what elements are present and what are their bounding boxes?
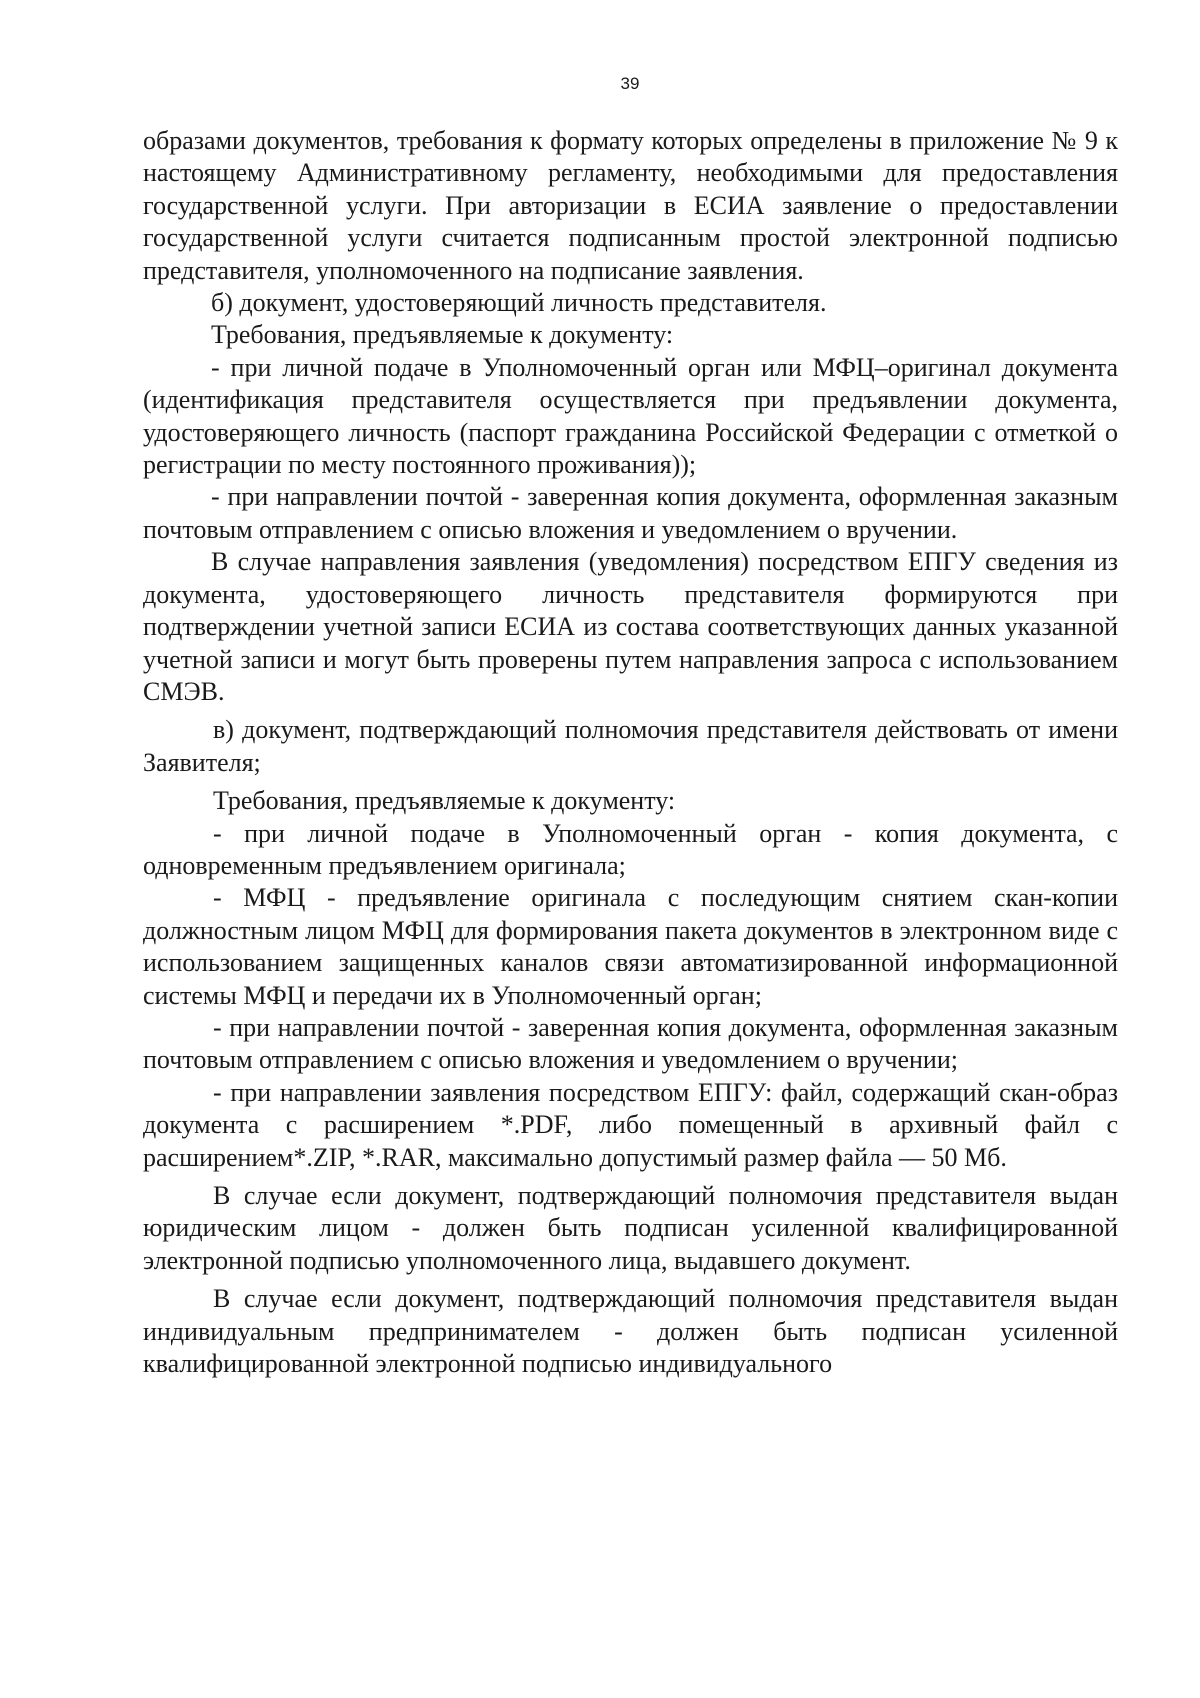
paragraph-continuation: образами документов, требования к формату которых определены в приложение № 9 к настоящему Административному регламенту, необходимыми для предоставления государственной услуги. При авторизации в ЕСИА заявление о предоставлении государственной услуги считается подписанным простой электронной подписью представителя, уполномоченного на подписание заявления.	[143, 126, 1118, 285]
paragraph-epgu-case: В случае направления заявления (уведомления) посредством ЕПГУ сведения из документа, удостоверяющего личность представителя формируются при подтверждении учетной записи ЕСИА из состава соответствующих данных указанной учетной записи и могут быть проверены путем направления запроса с использованием СМЭВ.	[143, 547, 1118, 706]
paragraph-item-b: б) документ, удостоверяющий личность представителя.	[211, 288, 827, 318]
paragraph-mfc: - МФЦ - предъявление оригинала с последующим снятием скан-копии должностным лицом МФЦ для формирования пакета документов в электронном виде с использованием защищенных каналов связи автоматизированной информационной системы МФЦ и передачи их в Уполномоченный орган;	[143, 883, 1118, 1010]
paragraph-mail-submission: - при направлении почтой - заверенная копия документа, оформленная заказным почтовым отправлением с описью вложения и уведомлением о вручении.	[143, 482, 1118, 544]
paragraph-individual-entrepreneur: В случае если документ, подтверждающий полномочия представителя выдан индивидуальным предпринимателем - должен быть подписан усиленной квалифицированной электронной подписью индивидуального	[143, 1284, 1118, 1379]
paragraph-personal-submission: - при личной подаче в Уполномоченный орган или МФЦ–оригинал документа (идентификация представителя осуществляется при предъявлении документа, удостоверяющего личность (паспорт гражданина Российской Федерации с отметкой о регистрации по месту постоянного проживания));	[143, 352, 1118, 480]
document-body	[143, 125, 1118, 1380]
paragraph-requirements-heading-2: Требования, предъявляемые к документу:	[213, 786, 676, 816]
paragraph-item-v: в) документ, подтверждающий полномочия представителя действовать от имени Заявителя;	[143, 715, 1118, 777]
paragraph-mail-submission-2: - при направлении почтой - заверенная копия документа, оформленная заказным почтовым отправлением с описью вложения и уведомлением о вручении;	[143, 1012, 1118, 1075]
paragraph-epgu-file: - при направлении заявления посредством ЕПГУ: файл, содержащий скан-образ документа с расширением *.PDF, либо помещенный в архивный файл с расширением*.ZIP, *.RAR, максимально допустимый размер файла — 50 Мб.	[143, 1077, 1118, 1172]
paragraph-personal-submission-copy: - при личной подаче в Уполномоченный орган - копия документа, с одновременным предъявлением оригинала;	[143, 818, 1118, 880]
page-number: 39	[620, 74, 640, 93]
paragraph-requirements-heading: Требования, предъявляемые к документу:	[211, 320, 674, 350]
paragraph-legal-entity: В случае если документ, подтверждающий полномочия представителя выдан юридическим лицом - должен быть подписан усиленной квалифицированной электронной подписью уполномоченного лица, выдавшего документ.	[143, 1181, 1118, 1275]
